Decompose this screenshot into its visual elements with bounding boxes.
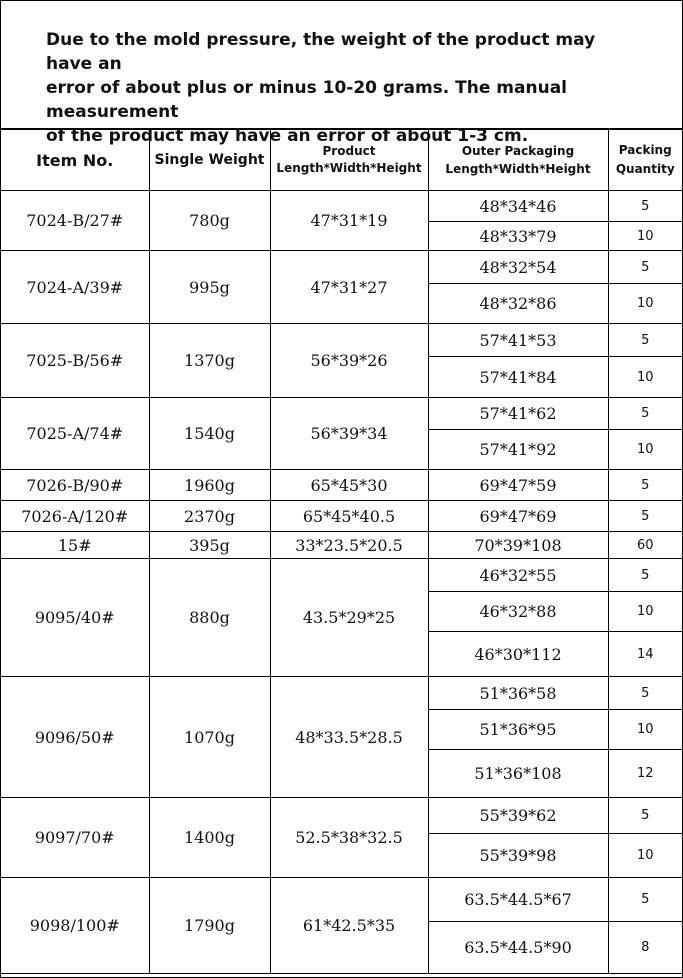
- outer-packaging-cell: 57*41*84: [428, 357, 608, 398]
- outer-packaging-cell: 48*32*54: [428, 251, 608, 284]
- table-row: [1, 470, 682, 501]
- header-outer-packaging: [428, 130, 608, 191]
- outer-packaging-cell: 48*33*79: [428, 222, 608, 251]
- packing-quantity-cell: 5: [608, 191, 682, 222]
- outer-packaging-cell: 48*34*46: [428, 191, 608, 222]
- item-no-cell: 9098/100#: [1, 878, 149, 974]
- single-weight-cell: 1960g: [149, 470, 270, 501]
- table-row: [1, 559, 682, 592]
- packing-quantity-cell: 5: [608, 398, 682, 430]
- packing-quantity-cell: 10: [608, 710, 682, 750]
- table-row: [1, 324, 682, 357]
- outer-packaging-cell: 48*32*86: [428, 284, 608, 324]
- outer-packaging-cell: 63.5*44.5*67: [428, 878, 608, 922]
- header-product-subtitle: Length*Width*Height: [276, 161, 422, 175]
- item-no-cell: 15#: [1, 532, 149, 559]
- outer-packaging-cell: 51*36*58: [428, 677, 608, 710]
- packing-quantity-cell: 12: [608, 750, 682, 798]
- packing-quantity-cell: 10: [608, 430, 682, 470]
- product-size-cell: 47*31*27: [270, 251, 428, 324]
- packing-quantity-cell: 5: [608, 677, 682, 710]
- item-no-cell: 7024-A/39#: [1, 251, 149, 324]
- product-size-cell: 56*39*26: [270, 324, 428, 398]
- outer-packaging-cell: 46*32*88: [428, 592, 608, 632]
- product-size-cell: 48*33.5*28.5: [270, 677, 428, 798]
- table-row: [1, 398, 682, 430]
- header-outer-subtitle: Length*Width*Height: [445, 162, 591, 176]
- outer-packaging-cell: 57*41*92: [428, 430, 608, 470]
- packing-quantity-cell: 8: [608, 922, 682, 974]
- table-row: [1, 532, 682, 559]
- packing-quantity-cell: 10: [608, 357, 682, 398]
- product-size-cell: 56*39*34: [270, 398, 428, 470]
- table-row: [1, 878, 682, 922]
- outer-packaging-cell: 55*39*62: [428, 798, 608, 834]
- product-size-cell: 52.5*38*32.5: [270, 798, 428, 878]
- packing-quantity-cell: 10: [608, 222, 682, 251]
- single-weight-cell: 780g: [149, 191, 270, 251]
- table-row: [1, 798, 682, 834]
- product-size-cell: 65*45*40.5: [270, 501, 428, 532]
- packing-quantity-cell: 5: [608, 251, 682, 284]
- single-weight-cell: 1400g: [149, 798, 270, 878]
- product-size-cell: 47*31*19: [270, 191, 428, 251]
- notice-line: error of about plus or minus 10-20 grams. The manual measurement: [46, 78, 567, 122]
- single-weight-cell: 995g: [149, 251, 270, 324]
- outer-packaging-cell: 63.5*44.5*90: [428, 922, 608, 974]
- header-product-title: Product: [322, 144, 376, 158]
- table-row: [1, 251, 682, 284]
- item-no-cell: 9096/50#: [1, 677, 149, 798]
- notice-line: of the product may have an error of about 1-3 cm.: [46, 126, 529, 146]
- item-no-cell: 7025-B/56#: [1, 324, 149, 398]
- item-no-cell: 9097/70#: [1, 798, 149, 878]
- table-row: [1, 501, 682, 532]
- packing-quantity-cell: 5: [608, 324, 682, 357]
- product-size-cell: 65*45*30: [270, 470, 428, 501]
- item-no-cell: 9095/40#: [1, 559, 149, 677]
- single-weight-cell: 395g: [149, 532, 270, 559]
- packing-quantity-cell: 5: [608, 470, 682, 501]
- packing-quantity-cell: 14: [608, 632, 682, 677]
- outer-packaging-cell: 69*47*59: [428, 470, 608, 501]
- item-no-cell: 7026-B/90#: [1, 470, 149, 501]
- single-weight-cell: 1370g: [149, 324, 270, 398]
- product-size-cell: 61*42.5*35: [270, 878, 428, 974]
- notice-line: Due to the mold pressure, the weight of the product may have an: [46, 30, 596, 74]
- outer-packaging-cell: 46*32*55: [428, 559, 608, 592]
- product-size-cell: 43.5*29*25: [270, 559, 428, 677]
- single-weight-cell: 1540g: [149, 398, 270, 470]
- item-no-cell: 7024-B/27#: [1, 191, 149, 251]
- packing-quantity-cell: 10: [608, 834, 682, 878]
- single-weight-cell: 1070g: [149, 677, 270, 798]
- packing-quantity-cell: 5: [608, 559, 682, 592]
- product-size-cell: 33*23.5*20.5: [270, 532, 428, 559]
- header-qty-line2: Quantity: [615, 162, 675, 176]
- packing-quantity-cell: 5: [608, 878, 682, 922]
- packing-quantity-cell: 5: [608, 501, 682, 532]
- item-no-cell: 7025-A/74#: [1, 398, 149, 470]
- header-outer-title: Outer Packaging: [461, 144, 575, 158]
- outer-packaging-cell: 57*41*62: [428, 398, 608, 430]
- measurement-notice: [1, 1, 682, 146]
- header-packing-quantity: [608, 130, 682, 191]
- header-item-no: Item No.: [1, 130, 149, 191]
- single-weight-cell: 880g: [149, 559, 270, 677]
- header-product-dimensions: [270, 130, 428, 191]
- item-no-cell: 7026-A/120#: [1, 501, 149, 532]
- table-row: [1, 191, 682, 222]
- outer-packaging-cell: 46*30*112: [428, 632, 608, 677]
- packing-quantity-cell: 10: [608, 284, 682, 324]
- packing-quantity-cell: 10: [608, 592, 682, 632]
- outer-packaging-cell: 55*39*98: [428, 834, 608, 878]
- packing-quantity-cell: 60: [608, 532, 682, 559]
- outer-packaging-cell: 57*41*53: [428, 324, 608, 357]
- header-single-weight: Single Weight: [149, 130, 270, 191]
- outer-packaging-cell: 51*36*95: [428, 710, 608, 750]
- single-weight-cell: 2370g: [149, 501, 270, 532]
- outer-packaging-cell: 69*47*69: [428, 501, 608, 532]
- outer-packaging-cell: 51*36*108: [428, 750, 608, 798]
- packing-quantity-cell: 5: [608, 798, 682, 834]
- single-weight-cell: 1790g: [149, 878, 270, 974]
- outer-packaging-cell: 70*39*108: [428, 532, 608, 559]
- table-row: [1, 677, 682, 710]
- specification-table: [1, 129, 682, 974]
- table-header-row: [1, 130, 682, 191]
- header-qty-line1: Packing: [618, 143, 672, 157]
- table-body: [1, 191, 682, 974]
